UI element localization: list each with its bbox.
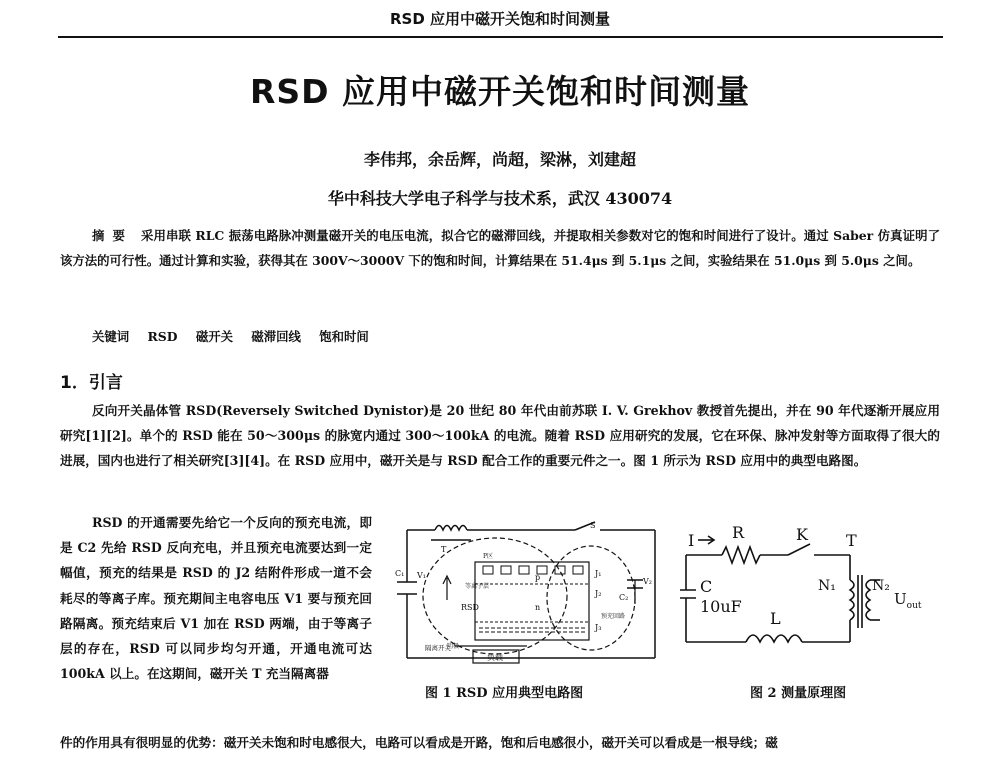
left-column-paragraph: RSD 的开通需要先给它一个反向的预充电流，即是 C2 先给 RSD 反向充电，并且预充电流要达到一定幅值，预充的结果是 RSD 的 J2 结附件形成一道不会耗尽的等离子库。预充期间主电容电压 V1 要与预充回路隔离。预充结束后 V1 加在 RSD 两端，由于等离子层的存在，RSD 可以同步均匀开通，开通电流可达 100kA 以上。在这期间，磁开关 T 充当隔离器 bbox=[60, 515, 372, 682]
keyword-item: 饱和时间 bbox=[319, 329, 369, 344]
fig2-uout-sub: out bbox=[906, 601, 922, 611]
running-header: RSD 应用中磁开关饱和时间测量 bbox=[389, 10, 611, 28]
fig1-rsd-label: RSD bbox=[461, 603, 479, 612]
intro-paragraph: 反向开关晶体管 RSD(Reversely Switched Dynistor)是 20 世纪 80 年代由前苏联 I. V. Grekhov 教授首先提出，并在 90 年代逐渐开展应用研究[1][2]。单个的 RSD 能在 50～300μs 的脉宽内通过 300～100kA 的电流。随着 RSD 应用研究的发展，它在环保、脉冲发射等方面取得了很大的进展，国内也进行了相关研究[3][4]。在 RSD 应用中，磁开关是与 RSD 配合工作的重要元件之一。图 1 所示为 RSD 应用中的典型电路图。 bbox=[60, 403, 940, 469]
fig1-v1-label: V₁ bbox=[417, 571, 426, 580]
fig1-trigger-label: 预充回路 bbox=[601, 613, 626, 620]
fig2-uout-label bbox=[894, 590, 922, 611]
fig2-l-label: L bbox=[770, 609, 781, 628]
fig2-t-label: T bbox=[846, 531, 857, 550]
fig1-j2-label: J₂ bbox=[595, 589, 602, 598]
keywords bbox=[92, 327, 383, 345]
abstract-text: 采用串联 RLC 振荡电路脉冲测量磁开关的电压电流，拟合它的磁滞回线，并提取相关参数对它的饱和时间进行了设计。通过 Saber 仿真证明了该方法的可行性。通过计算和实验，获得其在 300V～3000V 下的饱和时间，计算结果在 51.4μs 到 5.1μs 之间，实验结果在 51.0μs 到 5.0μs 之间。 bbox=[60, 228, 940, 268]
fig1-v2-label: V₂ bbox=[643, 577, 652, 586]
fig2-k-label: K bbox=[796, 525, 808, 544]
fig1-j1-label: J₁ bbox=[595, 569, 602, 578]
paper-title: RSD 应用中磁开关饱和时间测量 bbox=[249, 72, 751, 111]
body-last-line: 件的作用具有很明显的优势：磁开关未饱和时电感很大，电路可以看成是开路，饱和后电感很小，磁开关可以看成是一根导线；磁 bbox=[60, 735, 778, 750]
fig1-c2-label: C₂ bbox=[619, 593, 629, 602]
fig1-upper-label: P区 bbox=[483, 553, 494, 560]
keyword-item: 磁滞回线 bbox=[251, 329, 301, 344]
section-heading-intro: 1．引言 bbox=[60, 373, 123, 393]
figure-1-caption: 图 1 RSD 应用典型电路图 bbox=[425, 686, 584, 701]
abstract bbox=[60, 224, 940, 273]
fig1-n-label: n bbox=[535, 603, 541, 612]
keywords-label: 关键词 bbox=[92, 329, 130, 344]
keyword-item: RSD bbox=[147, 329, 178, 344]
figure-2-circuit bbox=[680, 520, 940, 670]
fig2-cap-value: 10uF bbox=[700, 597, 742, 616]
fig2-i-label: I bbox=[688, 531, 695, 550]
figure-2-caption: 图 2 测量原理图 bbox=[750, 686, 847, 701]
fig1-load-label: 负载 bbox=[487, 653, 503, 662]
fig2-n2-label: N₂ bbox=[872, 578, 890, 594]
fig2-n1-label: N₁ bbox=[818, 578, 836, 594]
affiliation: 华中科技大学电子科学与技术系，武汉 430074 bbox=[327, 189, 673, 208]
keyword-item: 磁开关 bbox=[195, 329, 233, 344]
fig1-blocking-label: 隔离开关 bbox=[425, 644, 451, 652]
fig1-t-label: T bbox=[441, 545, 447, 554]
fig2-uout-main: U bbox=[894, 590, 907, 608]
fig2-c-label: C bbox=[700, 577, 713, 596]
fig1-j3-label: J₃ bbox=[595, 623, 602, 632]
fig2-r-label: R bbox=[732, 523, 745, 542]
authors: 李伟邦，余岳辉，尚超，梁淋，刘建超 bbox=[363, 150, 636, 169]
fig1-strike-label: 阴极 bbox=[447, 643, 460, 650]
fig1-s-label: S bbox=[590, 521, 596, 530]
fig1-p-label: p bbox=[535, 573, 541, 582]
fig1-c1-label: C₁ bbox=[395, 569, 405, 578]
abstract-label: 摘要 bbox=[92, 228, 133, 243]
figure-1-circuit bbox=[395, 518, 665, 670]
header-rule bbox=[58, 36, 943, 38]
fig1-field-label: 等离子层 bbox=[465, 583, 490, 590]
